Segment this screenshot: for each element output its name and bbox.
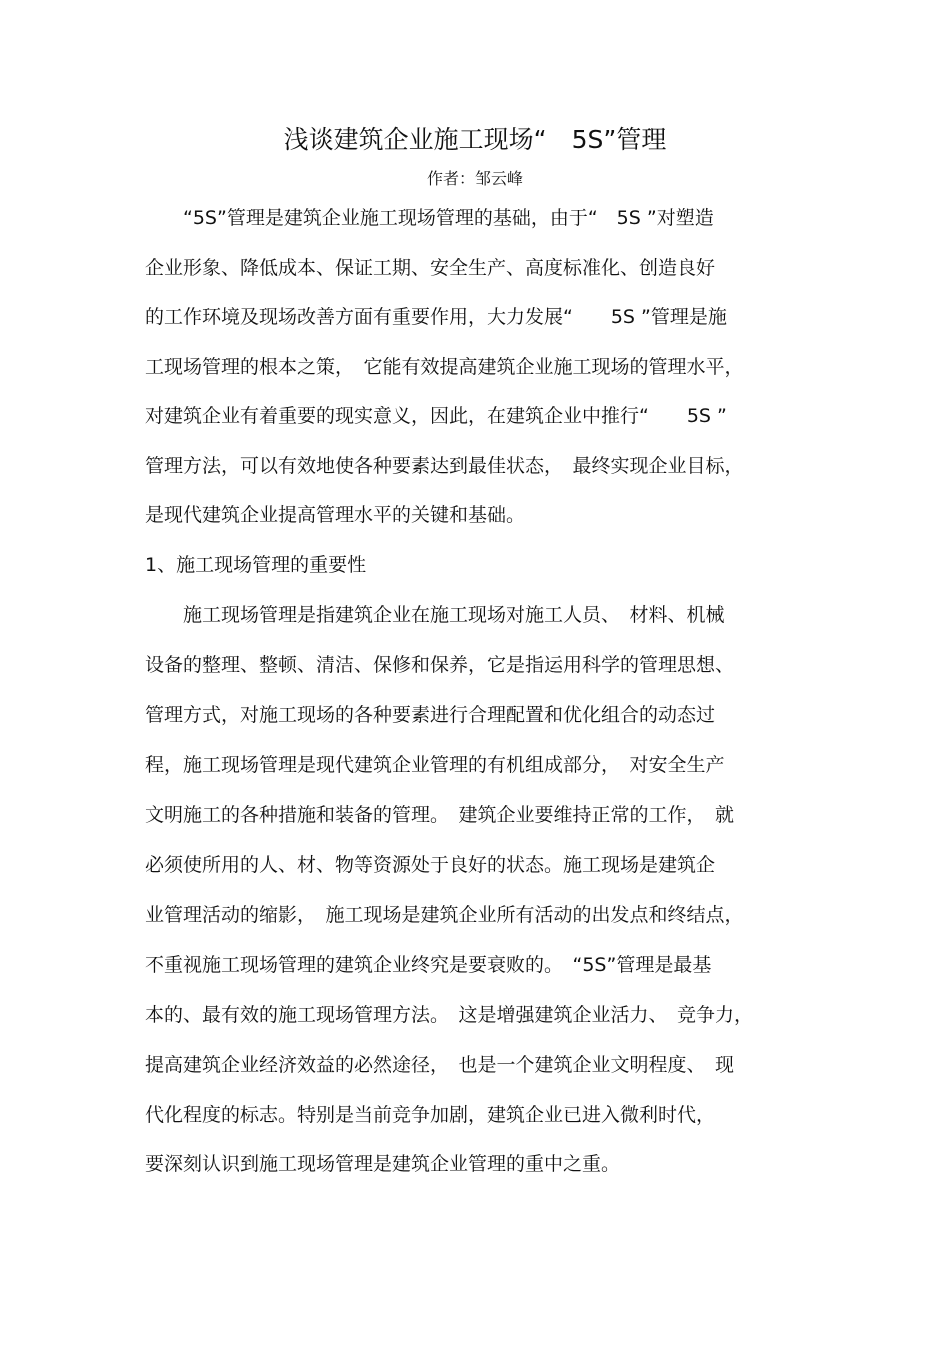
body-line: “5S”管理是建筑企业施工现场管理的基础，由于“ 5S ”对塑造 — [145, 207, 714, 229]
body-line: 必须使所用的人、材、物等资源处于良好的状态。施工现场是建筑企 — [145, 854, 716, 876]
body-line: 程，施工现场管理是现代建筑企业管理的有机组成部分， 对安全生产 — [145, 754, 725, 776]
body-line: 设备的整理、整顿、清洁、保修和保养，它是指运用科学的管理思想、 — [145, 654, 735, 676]
section-heading: 1、施工现场管理的重要性 — [145, 554, 367, 576]
body-line: 提高建筑企业经济效益的必然途径， 也是一个建筑企业文明程度、 现 — [145, 1054, 735, 1076]
body-line: 对建筑企业有着重要的现实意义，因此，在建筑企业中推行“ 5S ” — [145, 405, 727, 427]
body-line: 施工现场管理是指建筑企业在施工现场对施工人员、 材料、机械 — [145, 604, 725, 626]
body-line: 管理方式，对施工现场的各种要素进行合理配置和优化组合的动态过 — [145, 704, 716, 726]
body-line: 要深刻认识到施工现场管理是建筑企业管理的重中之重。 — [145, 1153, 621, 1175]
body-line: 代化程度的标志。特别是当前竞争加剧，建筑企业已进入微利时代， — [145, 1104, 716, 1126]
document-title: 浅谈建筑企业施工现场“ 5S”管理 — [283, 125, 667, 154]
body-line: 业管理活动的缩影， 施工现场是建筑企业所有活动的出发点和终结点， — [145, 904, 744, 926]
body-line: 本的、最有效的施工现场管理方法。 这是增强建筑企业活力、 竞争力， — [145, 1004, 754, 1026]
body-line: 工现场管理的根本之策， 它能有效提高建筑企业施工现场的管理水平， — [145, 356, 744, 378]
document-author: 作者：邹云峰 — [426, 169, 523, 188]
body-line: 是现代建筑企业提高管理水平的关键和基础。 — [145, 504, 526, 526]
body-line: 企业形象、降低成本、保证工期、安全生产、高度标准化、创造良好 — [145, 257, 716, 279]
body-line: 的工作环境及现场改善方面有重要作用，大力发展“ 5S ”管理是施 — [145, 306, 727, 328]
body-line: 不重视施工现场管理的建筑企业终究是要衰败的。 “5S”管理是最基 — [145, 954, 712, 976]
body-line: 文明施工的各种措施和装备的管理。 建筑企业要维持正常的工作， 就 — [145, 804, 735, 826]
body-line: 管理方法，可以有效地使各种要素达到最佳状态， 最终实现企业目标， — [145, 455, 744, 477]
